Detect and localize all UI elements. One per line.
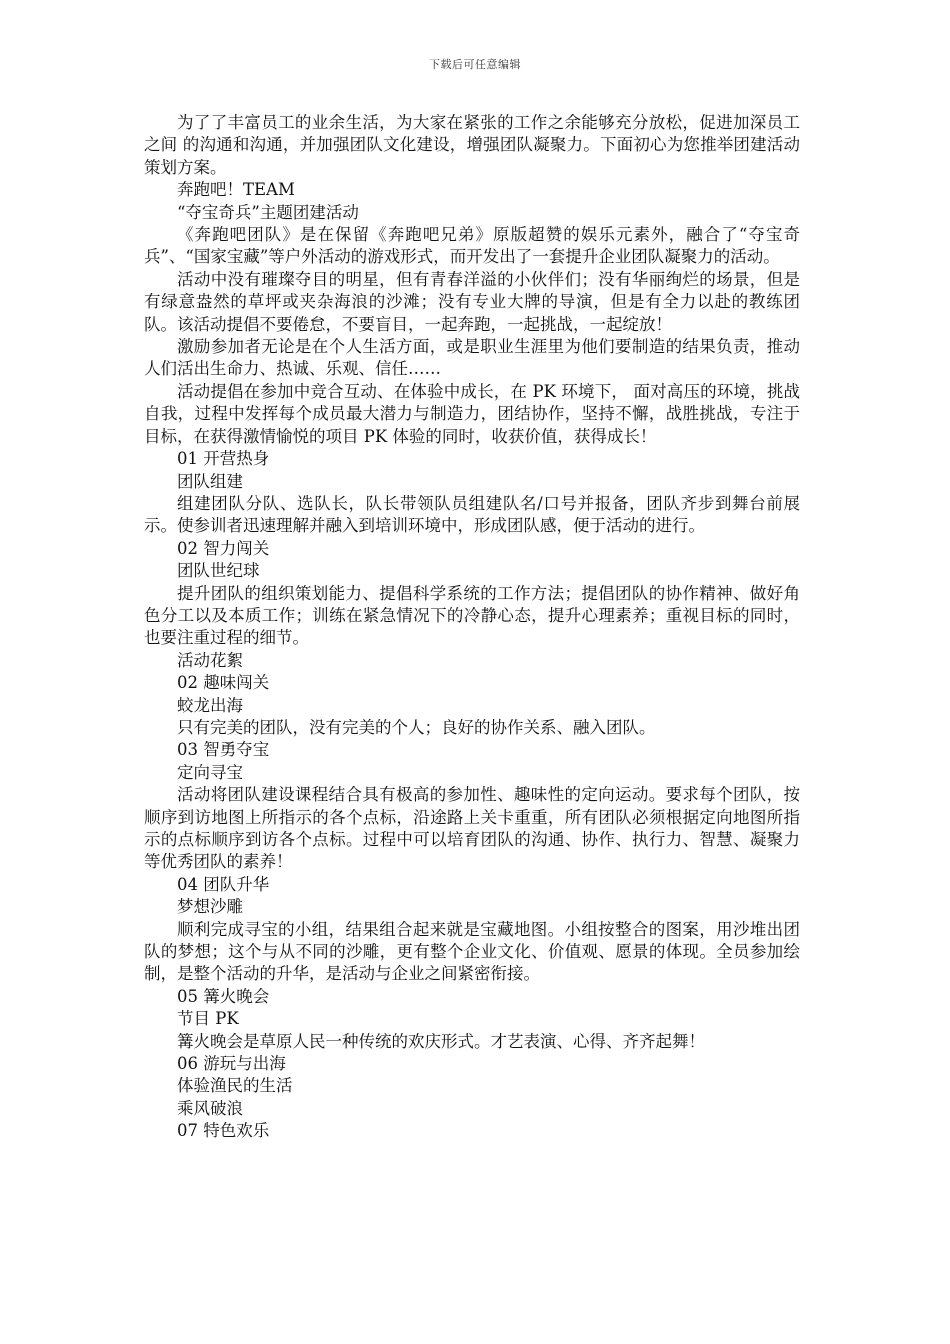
paragraph-intro: 为了了丰富员工的业余生活，为大家在紧张的工作之余能够充分放松，促进加深员工之间 的沟通和沟通，并加强团队文化建设，增强团队凝聚力。下面初心为您推举团建活动策划方案。 [144, 113, 800, 177]
section-06-heading: 06 游玩与出海 [177, 1054, 286, 1074]
section-04-subheading: 梦想沙雕 [177, 897, 243, 917]
paragraph-no-stars: 活动中没有璀璨夺目的明星，但有青春洋溢的小伙伴们；没有华丽绚烂的场景，但是有绿意盎然的草坪或夹杂海浪的沙滩；没有专业大牌的导演，但是有全力以赴的教练团队。该活动提倡不要倦怠，不要盲目，一起奔跑，一起挑战，一起绽放！ [144, 269, 800, 334]
section-04-heading: 04 团队升华 [177, 874, 270, 894]
paragraph-motivation: 激励参加者无论是在个人生活方面，或是职业生涯里为他们要制造的结果负责，推动人们活出生命力、热诚、乐观、信任…… [144, 337, 800, 379]
paragraph-title-team: 奔跑吧！TEAM [177, 180, 295, 200]
section-07-heading: 07 特色欢乐 [177, 1121, 270, 1141]
section-05-body: 篝火晚会是草原人民一种传统的欢庆形式。才艺表演、心得、齐齐起舞！ [177, 1031, 705, 1051]
section-02-heading: 02 智力闯关 [177, 538, 270, 558]
section-02-body: 提升团队的组织策划能力、提倡科学系统的工作方法；提倡团队的协作精神、做好角色分工以及本质工作；训练在紧急情况下的冷静心态，提升心理素养；重视目标的同时，也要注重过程的细节。 [144, 583, 800, 648]
paragraph-theme: “夺宝奇兵”主题团建活动 [177, 202, 359, 222]
section-03-subheading: 定向寻宝 [177, 762, 243, 782]
paragraph-pk: 活动提倡在参加中竞合互动、在体验中成长，在 PK 环境下， 面对高压的环境，挑战自我，过程中发挥每个成员最大潜力与制造力，团结协作，坚持不懈，战胜挑战，专注于目标，在获得激情愉悦的项目 PK 体验的同时，收获价值，获得成长！ [144, 381, 800, 446]
section-03-heading: 03 智勇夺宝 [177, 740, 270, 760]
section-02b-heading: 02 趣味闯关 [177, 673, 270, 693]
section-02-highlights: 活动花絮 [177, 650, 243, 670]
document-body [144, 112, 800, 1143]
page-header-note: 下载后可任意编辑 [429, 58, 521, 71]
section-06-item: 乘风破浪 [177, 1098, 243, 1118]
section-05-subheading: 节目 PK [177, 1009, 239, 1029]
section-04-body: 顺利完成寻宝的小组，结果组合起来就是宝藏地图。小组按整合的图案，用沙堆出团队的梦想；这个与从不同的沙雕，更有整个企业文化、价值观、愿景的体现。全员参加绘制，是整个活动的升华，是活动与企业之间紧密衔接。 [144, 919, 800, 984]
section-01-body: 组建团队分队、选队长，队长带领队员组建队名/口号并报备，团队齐步到舞台前展示。使参训者迅速理解并融入到培训环境中，形成团队感，便于活动的进行。 [144, 493, 800, 536]
section-05-heading: 05 篝火晚会 [177, 986, 270, 1006]
section-06-subheading: 体验渔民的生活 [177, 1076, 293, 1096]
section-03-body: 活动将团队建设课程结合具有极高的参加性、趣味性的定向运动。要求每个团队，按顺序到访地图上所指示的各个点标，沿途路上关卡重重，所有团队必须根据定向地图所指示的点标顺序到访各个点标。过程中可以培育团队的沟通、协作、执行力、智慧、凝聚力等优秀团队的素养！ [144, 785, 800, 872]
paragraph-description: 《奔跑吧团队》是在保留《奔跑吧兄弟》原版超赞的娱乐元素外，融合了“夺宝奇兵”、“国家宝藏”等户外活动的游戏形式，而开发出了一套提升企业团队凝聚力的活动。 [144, 225, 800, 267]
section-02b-subheading: 蛟龙出海 [177, 695, 243, 715]
section-01-subheading: 团队组建 [177, 471, 243, 491]
section-02-subheading: 团队世纪球 [177, 561, 260, 581]
section-02b-body: 只有完美的团队，没有完美的个人；良好的协作关系、融入团队。 [177, 717, 656, 737]
section-01-heading: 01 开营热身 [177, 449, 270, 469]
